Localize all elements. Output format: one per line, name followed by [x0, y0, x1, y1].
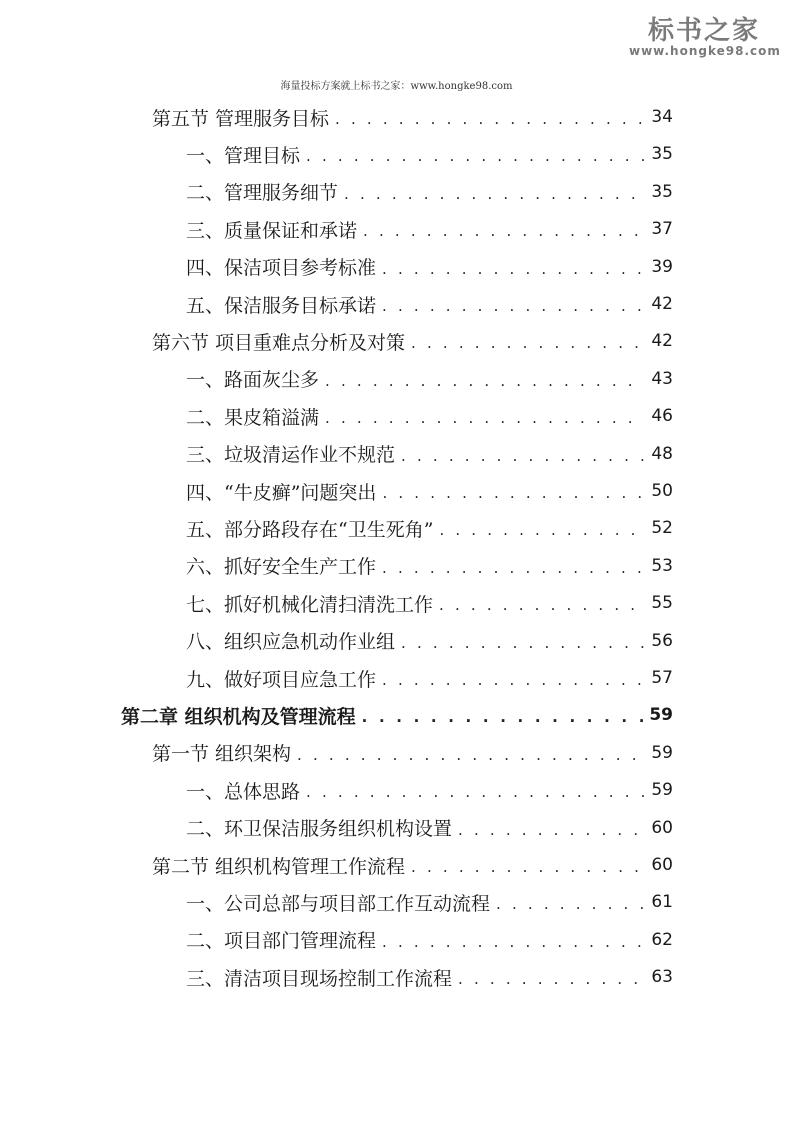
toc-entry-page: 62 [651, 929, 673, 950]
toc-leader-dots [306, 139, 645, 169]
toc-entry-title: 第二章 组织机构及管理流程 [121, 705, 356, 728]
toc-entry-page: 52 [651, 518, 673, 539]
toc-entry[interactable] [121, 700, 673, 730]
toc-leader-dots [325, 401, 645, 431]
toc-entry[interactable] [152, 738, 673, 768]
toc-leader-dots [382, 252, 645, 282]
toc-entry[interactable] [186, 813, 673, 843]
toc-entry-page: 39 [651, 256, 673, 277]
toc-entry[interactable] [186, 289, 673, 319]
toc-entry-title: 二、果皮箱溢满 [186, 406, 320, 429]
toc-entry-page: 43 [651, 368, 673, 389]
toc-entry-title: 三、清洁项目现场控制工作流程 [186, 967, 453, 990]
toc-entry-title: 第五节 管理服务目标 [152, 107, 330, 130]
toc-entry-page: 59 [649, 705, 673, 726]
toc-entry-page: 42 [651, 331, 673, 352]
toc-entry-title: 第六节 项目重难点分析及对策 [152, 331, 406, 354]
toc-entry-title: 一、路面灰尘多 [186, 369, 320, 392]
toc-entry-page: 46 [651, 406, 673, 427]
toc-entry-title: 第一节 组织架构 [152, 743, 292, 766]
toc-entry-title: 五、部分路段存在“卫生死角” [186, 518, 434, 541]
toc-entry-title: 一、管理目标 [186, 144, 301, 167]
toc-entry-page: 63 [651, 967, 673, 988]
toc-entry-title: 六、抓好安全生产工作 [186, 556, 377, 579]
toc-entry-page: 53 [651, 555, 673, 576]
toc-entry[interactable] [186, 663, 673, 693]
toc-leader-dots [382, 476, 645, 506]
page-header-note: 海量投标方案就上标书之家：www.hongke98.com [280, 81, 513, 92]
toc-entry[interactable] [186, 626, 673, 656]
toc-entry[interactable] [186, 177, 673, 207]
toc-entry-title: 二、项目部门管理流程 [186, 930, 377, 953]
toc-entry-page: 37 [651, 219, 673, 240]
logo-url: www.hongke98.com [629, 44, 781, 58]
toc-entry[interactable] [186, 214, 673, 244]
toc-entry-page: 61 [651, 892, 673, 913]
toc-entry[interactable] [186, 364, 673, 394]
toc-entry-page: 48 [651, 443, 673, 464]
toc-leader-dots [401, 626, 645, 656]
toc-leader-dots [439, 513, 645, 543]
toc-entry[interactable] [186, 439, 673, 469]
toc-leader-dots [458, 813, 645, 843]
toc-entry-title: 三、垃圾清运作业不规范 [186, 444, 396, 467]
toc-entry-page: 60 [651, 817, 673, 838]
toc-entry[interactable] [186, 476, 673, 506]
toc-leader-dots [382, 551, 645, 581]
brand-logo [629, 10, 779, 60]
toc-entry-page: 35 [651, 181, 673, 202]
toc-entry-title: 二、管理服务细节 [186, 182, 339, 205]
toc-entry-page: 57 [651, 668, 673, 688]
toc-entry[interactable] [186, 139, 673, 169]
toc-entry-page: 55 [651, 593, 673, 614]
toc-leader-dots [363, 214, 645, 244]
toc-entry[interactable] [152, 326, 673, 356]
toc-leader-dots [439, 588, 645, 618]
toc-entry-title: 九、做好项目应急工作 [186, 668, 377, 691]
toc-entry[interactable] [186, 775, 673, 805]
toc-leader-dots [382, 289, 645, 319]
toc-leader-dots [306, 775, 645, 805]
toc-entry-page: 50 [651, 481, 673, 501]
toc-entry[interactable] [186, 513, 673, 543]
toc-leader-dots [325, 364, 645, 394]
toc-entry[interactable] [152, 102, 673, 132]
toc-entry-page: 35 [651, 144, 673, 165]
toc-entry[interactable] [186, 252, 673, 282]
toc-entry-title: 八、组织应急机动作业组 [186, 631, 396, 654]
toc-entry-title: 五、保洁服务目标承诺 [186, 294, 377, 317]
logo-text: 标书之家 [647, 16, 760, 46]
toc-entry-title: 四、保洁项目参考标准 [186, 257, 377, 280]
toc-leader-dots [382, 925, 645, 955]
toc-entry[interactable] [186, 925, 673, 955]
toc-entry-title: 一、总体思路 [186, 780, 301, 803]
toc-leader-dots [382, 663, 645, 693]
toc-entry-title: 二、环卫保洁服务组织机构设置 [186, 818, 453, 841]
toc-entry-title: 一、公司总部与项目部工作互动流程 [186, 892, 491, 915]
toc-leader-dots [411, 326, 645, 356]
toc-entry[interactable] [186, 962, 673, 992]
toc-entry-page: 56 [651, 630, 673, 651]
toc-leader-dots [344, 177, 645, 207]
toc-entry-title: 第二节 组织机构管理工作流程 [152, 855, 406, 878]
toc-entry[interactable] [186, 401, 673, 431]
toc-entry-page: 42 [651, 294, 673, 314]
toc-leader-dots [496, 887, 645, 917]
toc-entry-page: 59 [651, 780, 673, 801]
toc-leader-dots [458, 962, 645, 992]
toc-leader-dots [411, 850, 645, 880]
toc-entry[interactable] [186, 588, 673, 618]
toc-entry-title: 七、抓好机械化清扫清洗工作 [186, 593, 434, 616]
toc-leader-dots [335, 102, 645, 132]
toc-entry[interactable] [152, 850, 673, 880]
toc-entry-title: 三、质量保证和承诺 [186, 219, 358, 242]
toc-entry-page: 59 [651, 742, 673, 763]
toc-leader-dots [362, 700, 644, 730]
toc-entry[interactable] [186, 887, 673, 917]
toc-entry-page: 60 [651, 855, 673, 875]
toc-leader-dots [297, 738, 645, 768]
toc-leader-dots [401, 439, 645, 469]
toc-entry[interactable] [186, 551, 673, 581]
toc-entry-title: 四、“牛皮癣”问题突出 [186, 481, 377, 504]
toc-entry-page: 34 [651, 107, 673, 127]
